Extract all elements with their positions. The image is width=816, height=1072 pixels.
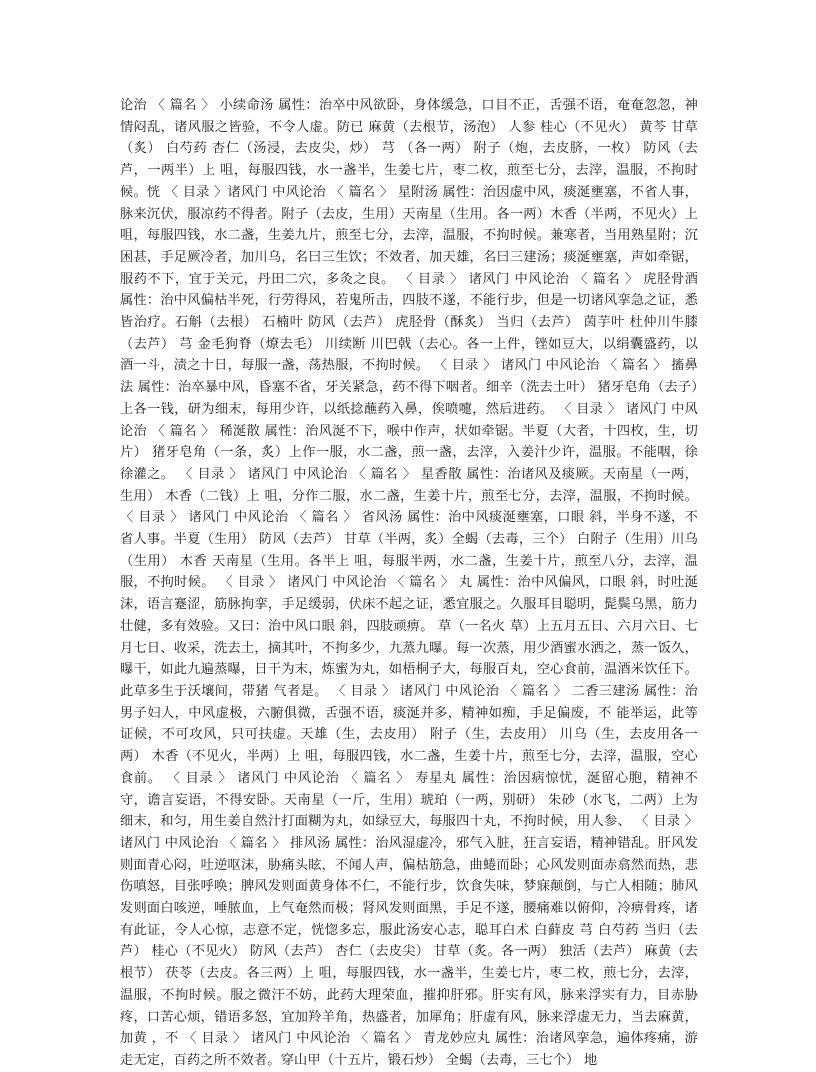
document-page bbox=[120, 95, 698, 1072]
body-text: 论治 〈 篇名 〉 小续命汤 属性：治卒中风欲卧，身体缓急，口目不正，舌强不语，奄奄忽忽，神情闷乱，诸风服之皆验，不令人虚。防已 麻黄（去根节，汤泡） 人参 桂心（不见火） 黄芩 甘草（炙） 白芍药 杏仁（汤浸，去皮尖，炒） 芎 （各一两） 附子（炮，去皮脐，一枚） 防风（去芦，一两半）上 咀，每服四钱，水一盏半，生姜七片，枣二枚，煎至七分，去滓，温服，不拘时候。恍 〈 目录 〉诸风门 中风论治 〈 篇名 〉 星附汤 属性：治因虚中风，痰涎壅塞，不省人事，脉来沉伏，服凉药不得者。附子（去皮，生用）天南星（生用。各一两）木香（半两，不见火）上 咀，每服四钱，水二盏，生姜九片，煎至七分，去滓，温服，不拘时候。兼寒者，当用熟星附；沉困甚，手足厥冷者，加川乌，名曰三生饮；不效者，加天雄，名曰三建汤；痰涎壅塞，声如牵锯，服药不下，宜于关元，丹田二穴，多灸之良。 〈 目录 〉 诸风门 中风论治 〈 篇名 〉 虎胫骨酒 属性：治中风偏枯半死，行劳得风，若鬼所击，四肢不遂，不能行步，但是一切诸风挛急之证，悉皆治疗。石斛（去根） 石楠叶 防风（去芦） 虎胫骨（酥炙） 当归（去芦） 茵芋叶 杜仲川牛膝（去芦） 芎 金毛狗脊（燎去毛） 川续断 川巴戟（去心。各一上件，锉如豆大，以绢囊盛药，以酒一斗，渍之十日，每服一盏，荡热服，不拘时候。 〈 目录 〉 诸风门 中风论治 〈 篇名 〉 搐鼻法 属性：治卒暴中风，昏塞不省，牙关紧急，药不得下咽者。细辛（洗去土叶） 猪牙皂角（去子）上各一钱，研为细末，每用少许，以纸捻蘸药入鼻，俟喷嚏，然后进药。 〈 目录 〉 诸风门 中风论治 〈 篇名 〉 稀涎散 属性：治风涎不下，喉中作声，状如牵锯。半夏（大者，十四枚，生，切片） 猪牙皂角（一条，炙）上作一服，水二盏，煎一盏，去滓，入姜汁少许，温服。不能咽，徐徐灌之。 〈 目录 〉 诸风门 中风论治 〈 篇名 〉 星香散 属性：治诸风及痰厥。天南星（一两，生用） 木香（二钱）上 咀，分作二服，水二盏，生姜十片，煎至七分，去滓，温服，不拘时候。 〈 目录 〉 诸风门 中风论治 〈 篇名 〉 省风汤 属性：治中风痰涎壅塞，口眼 斜，半身不遂，不省人事。半夏（生用） 防风（去芦） 甘草（半两，炙）全蝎（去毒，三个） 白附子（生用）川乌（生用） 木香 天南星（生用。各半上 咀，每服半两，水二盏，生姜十片，煎至八分，去滓，温服，不拘时候。 〈 目录 〉 诸风门 中风论治 〈 篇名 〉 丸 属性：治中风偏风，口眼 斜，时吐涎沫，语言蹇涩，筋脉拘挛，手足缓弱，伏床不起之证，悉宜服之。久服耳目聪明，髭鬓乌黑，筋力壮健，多有效验。又曰：治中风口眼 斜，四肢顽痹。 草（一名火 草）上五月五日、六月六日、七月七日、收采，洗去土，摘其叶，不拘多少，九蒸九曝。每一次蒸，用少酒蜜水洒之，蒸一饭久，曝干，如此九遍蒸曝，日干为末，炼蜜为丸，如梧桐子大，每服百丸，空心食前，温酒米饮任下。此草多生于沃壤间，带猪 气者是。 〈 目录 〉 诸风门 中风论治 〈 篇名 〉 二香三建汤 属性：治男子妇人，中风虚极，六腑俱微，舌强不语，痰涎并多，精神如痴，手足偏废，不 能举运，此等证候，不可攻风，只可扶虚。天雄（生，去皮用） 附子（生，去皮用） 川乌（生，去皮用各一两） 木香（不见火，半两）上 咀，每服四钱，水二盏，生姜十片，煎至七分，去滓，温服，空心食前。 〈 目录 〉 诸风门 中风论治 〈 篇名 〉 寿星丸 属性：治因病惊忧，涎留心胞，精神不守，谵言妄语，不得安卧。天南星（一斤，生用）琥珀（一两，别研） 朱砂（水飞，二两）上为细末，和匀，用生姜自然汁打面糊为丸，如绿豆大，每服四十丸，不拘时候，用人参、 〈 目录 〉 诸风门 中风论治 〈 篇名 〉 排风汤 属性：治风湿虚冷，邪气入脏，狂言妄语，精神错乱。肝风发则面青心闷，吐逆呕沫，胁痛头眩，不闻人声，偏枯筋急，曲蜷而卧；心风发则面赤翕然而热，悲伤嗔怒，目张呼唤；脾风发则面黄身体不仁，不能行步，饮食失味，梦寐颠倒，与亡人相随；肺风发则面白咳逆，唾脓血，上气奄然而极；肾风发则面黑，手足不遂，腰痛难以俯仰，冷痹骨疼，诸有此证，令人心惊，志意不定，恍惚多忘，服此汤安心志，聪耳白术 白藓皮 芎 白芍药 当归（去芦） 桂心（不见火） 防风（去芦） 杏仁（去皮尖） 甘草（炙。各一两） 独活（去芦） 麻黄（去根节） 茯苓（去皮。各三两）上 咀，每服四钱，水一盏半，生姜七片，枣二枚，煎七分，去滓，温服，不拘时候。服之微汗不妨，此药大理荣血，摧抑肝邪。肝实有风，脉来浮实有力，目赤胁疼，口苦心烦，错语多怒，宜加羚羊角，热盛者，加犀角；肝虚有风，脉来浮虚无力，当去麻黄，加黄 ，不 〈 目录 〉 诸风门 中风论治 〈 篇名 〉 青龙妙应丸 属性：治诸风挛急，遍体疼痛，游走无定，百药之所不效者。穿山甲（十五片，锻石炒） 全蝎（去毒，三七个） 地 bbox=[120, 98, 698, 1068]
